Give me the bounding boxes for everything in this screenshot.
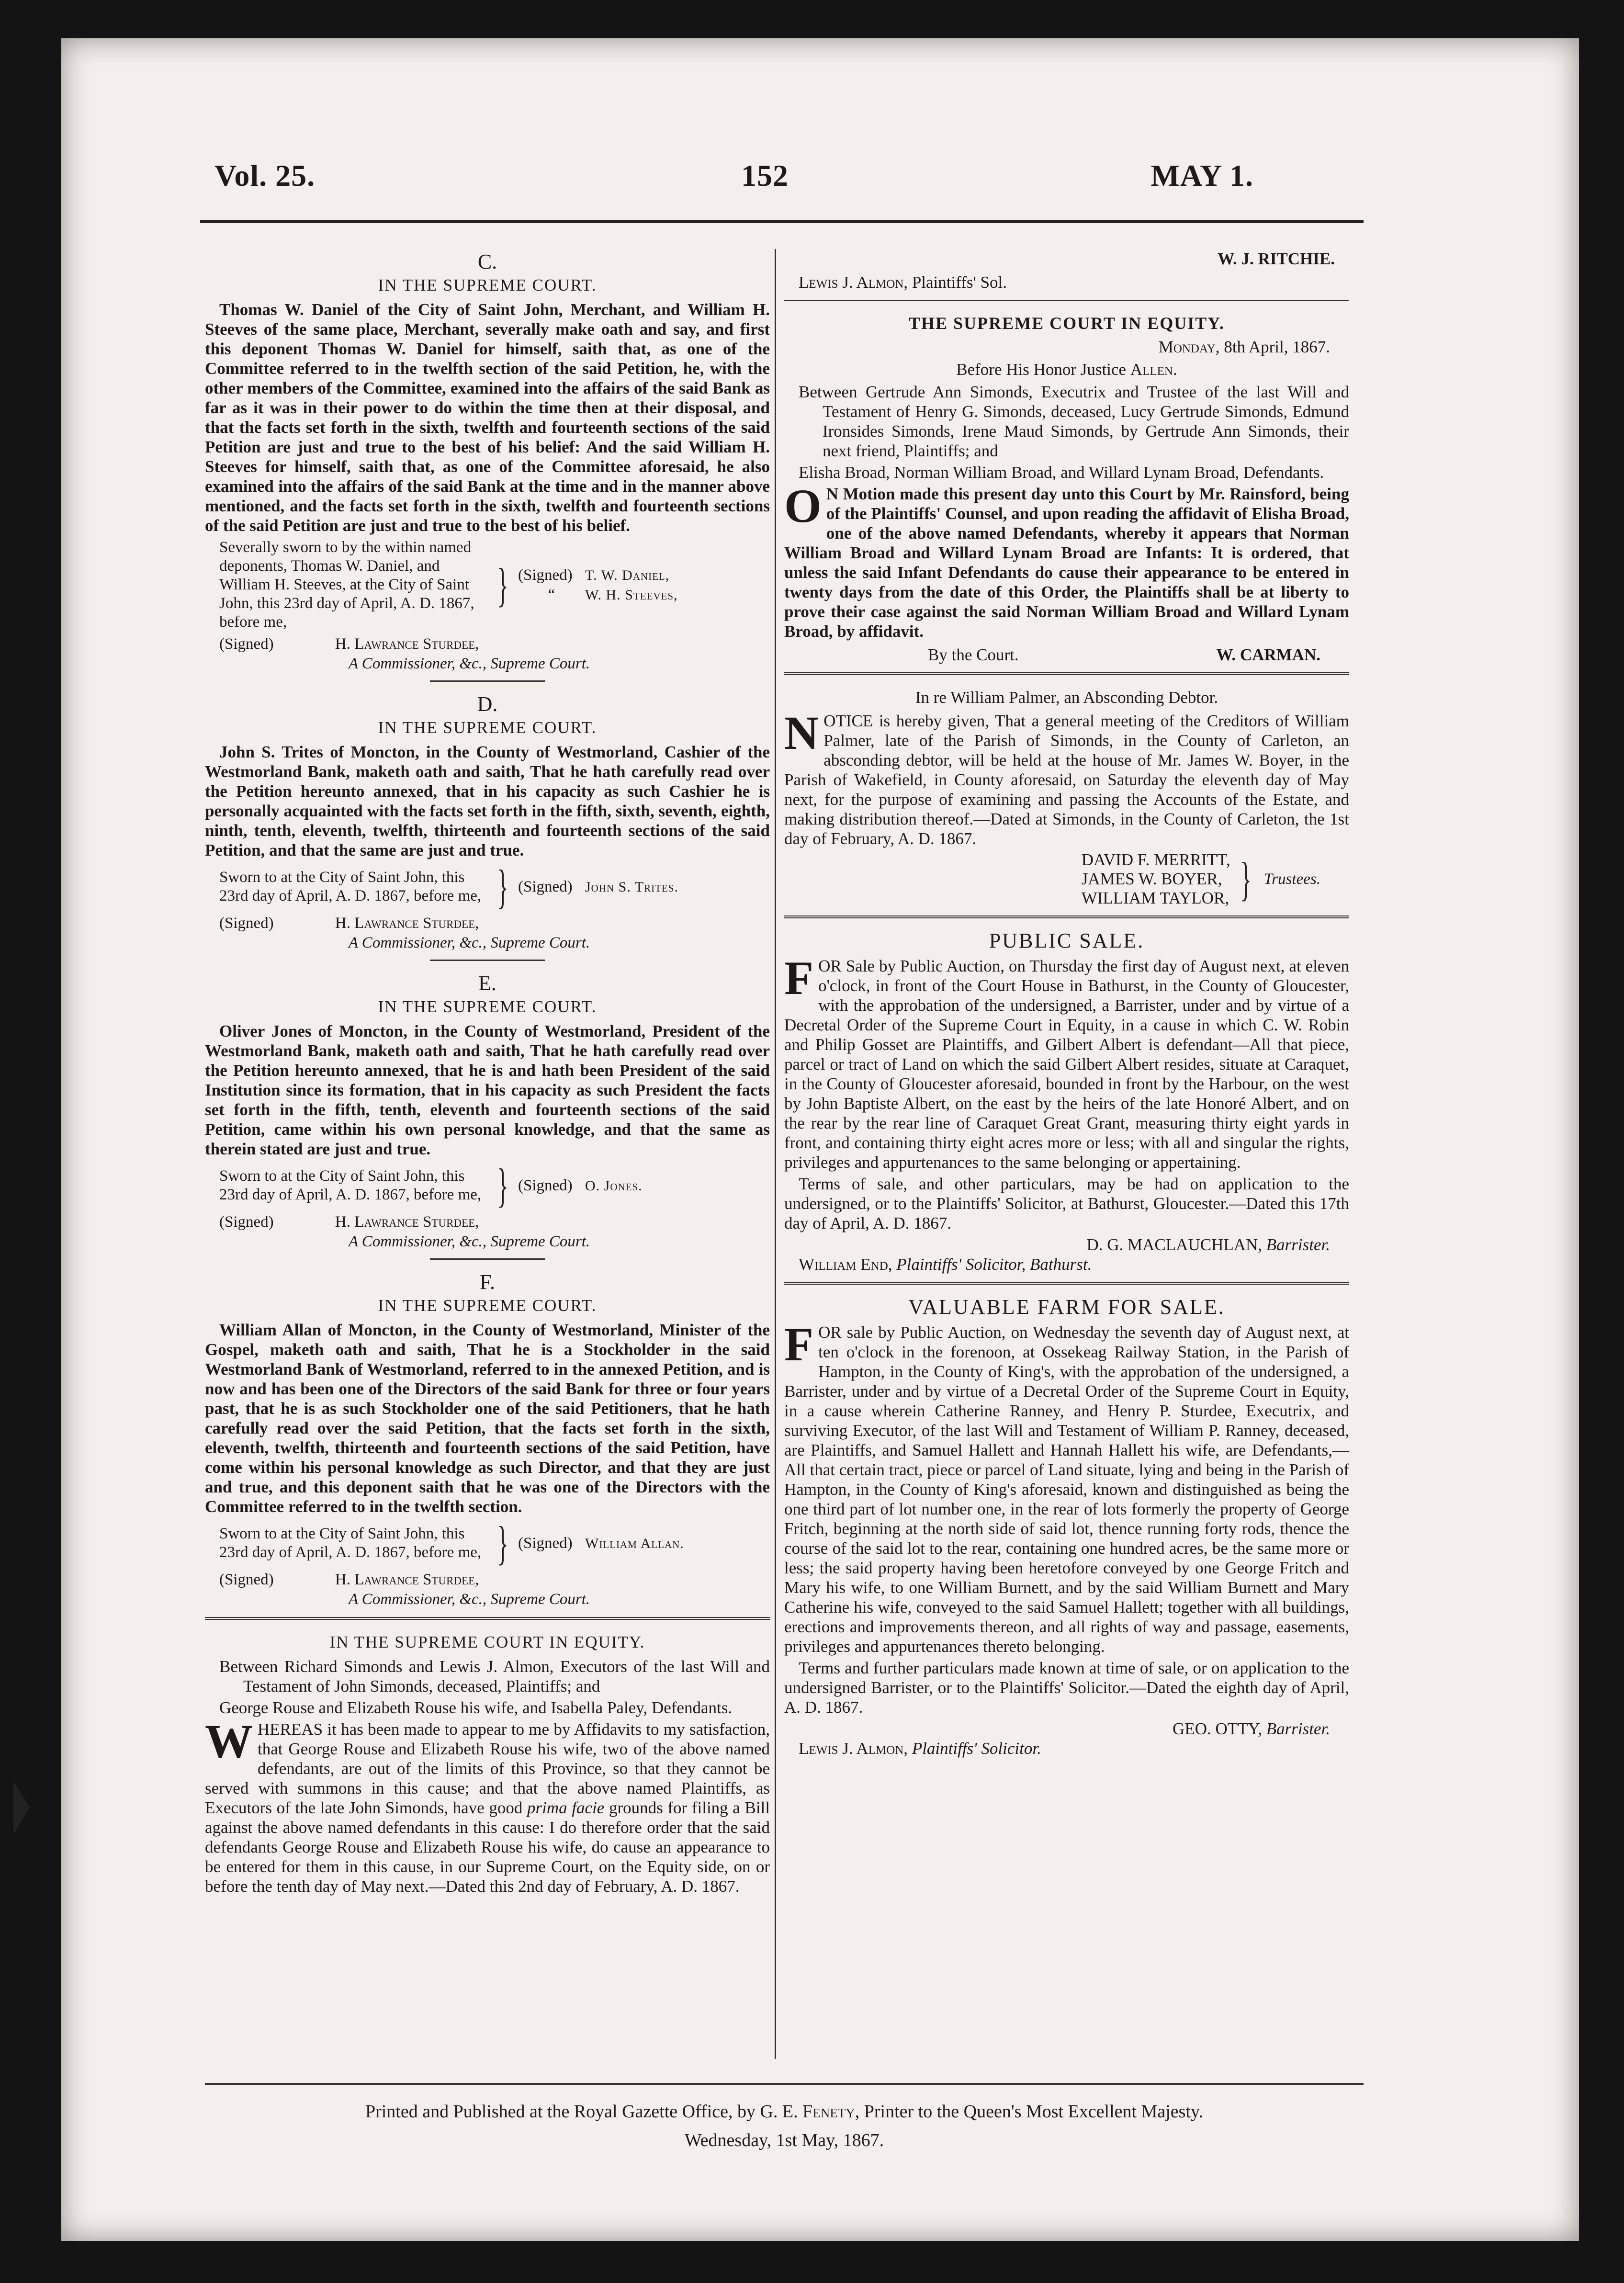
signed-label: (Signed) [219,915,274,932]
section-letter: C. [477,250,497,273]
parties-defendants: Elisha Broad, Norman William Broad, and Willard Lynam Broad, Defendants. [799,463,1324,482]
order-text: WHEREAS it has been made to appear to me by Affidavits to my satisfaction, that George Rouse and Elizabeth Rouse his wife, two of the above named defendants, are out of the limits of this Province, so that they cannot be served with summons in this cause; and that the above named Plaintiffs, as Executors of the late John Simonds, have good prima facie grounds for filing a Bill against the above named defendants in this cause: I do therefore order that the said defendants George Rouse and Elizabeth Rouse his wife, do cause an appearance to be entered for them in this cause, in our Supreme Court, on the Equity side, on or before the tenth day of May next.—Dated this 2nd day of February, A. D. 1867. [205,1715,770,1896]
sworn-block [219,538,770,632]
commissioner-block [219,1570,770,1609]
commissioner-block [219,914,770,953]
trustee-name: WILLIAM TAYLOR, [1081,889,1229,907]
commissioner-role: A Commissioner, &c., Supreme Court. [349,655,590,672]
left-column [205,249,770,1909]
commissioner-name: H. Lawrance Sturdee, [335,635,479,653]
column-divider [775,249,776,2059]
drop-cap: W [205,1715,253,1768]
sworn-block [219,1159,770,1212]
commissioner-block [219,634,770,674]
printer-name: Fenety, [802,2102,860,2122]
order-text: O N Motion made this present day unto this Court by Mr. Rainsford, being of the Plaintiffs' Counsel, and upon reading the affidavit of Elisha Broad, one of the above named Defendants, whereby it appears that Norman William Broad and Willard Lynam Broad are Infants: It is ordered, that unless the said Infant Defendants do cause their appearance to be entered in twenty days from the date of this Order, the Plaintiffs shall be at liberty to prove their case against the said Norman William Broad and Willard Lynam Broad, by affidavit. [784,479,1349,641]
trustee-name: JAMES W. BOYER, [1081,870,1222,888]
trustees-block [784,850,1320,908]
sworn-text: Sworn to at the City of Saint John, this 23rd day of April, A. D. 1867, before me, [219,869,482,904]
commissioner-role: A Commissioner, &c., Supreme Court. [349,934,590,951]
drop-cap: F [784,1318,814,1371]
affidavit-text: Oliver Jones of Moncton, in the County of Westmorland, President of the Westmorland Bank, maketh oath and saith, That he hath carefully read over the Petition hereunto annexed, that he is and hath been President of the said Institution since its formation, that in his capacity as such President the facts set forth in the fifth, tenth, eleventh and fourteenth sections of the said Petition, came within his own personal knowledge, and that the same as therein stated are just and true. [205,1022,770,1158]
court-heading: IN THE SUPREME COURT. [378,718,597,737]
footer-rule [205,2083,1364,2085]
terms-text: Terms and further particulars made known at time of sale, or on application to the undersigned Barrister, or to the Plaintiffs' Solicitor.—Dated the eighth day of April, A. D. 1867. [784,1659,1349,1717]
court-heading: IN THE SUPREME COURT. [378,997,597,1016]
imprint-line: Printed and Published at the Royal Gazette Office, by G. E. Fenety, Printer to the Queen's Most Excellent Majesty. [365,2102,1204,2122]
farm-sale-notice [784,1297,1349,1758]
brace-icon: } [1240,852,1252,905]
barrister-name: GEO. OTTY, [1173,1719,1263,1738]
trustee-name: DAVID F. MERRITT, [1081,850,1230,869]
notice-title: PUBLIC SALE. [989,929,1145,952]
page-header [61,158,1579,235]
drop-cap: O [784,479,822,532]
equity-notice-broad [784,314,1349,675]
affidavit-c [205,252,770,682]
commissioner-name: H. Lawrance Sturdee, [335,1213,479,1231]
notice-text: FOR sale by Public Auction, on Wednesday the seventh day of August next, at ten o'clock in the forenoon, at Ossekeag Railway Station, in the Parish of Hampton, in the County of King's, with the approbation of the undersigned, a Barrister, under and by virtue of a Decretal Order of the Supreme Court in Equity, in a cause wherein Catherine Ranney, and Henry P. Sturdee, Executrix, and surviving Executor, of the last Will and Testament of William P. Ranney, deceased, are Plaintiffs, and Samuel Hallett and Hannah Hallett his wife, are Defendants,—All that certain tract, piece or parcel of Land situate, lying and being in the Parish of Hampton, in the County of King's aforesaid, known and distinguished as being the one third part of lot number one, in the rear of lots formerly the property of George Fritch, beginning at the north side of said lot, thence running forty rods, thence the course of the said lot to the rear, containing one hundred acres, be the same more or less; the said property having been heretofore conveyed by one George Fritch and Mary his wife, to one William Burnett, and by the said William Burnett and Mary Catherine his wife, conveyed to the said Samuel Hallett; together with all buildings, erections and improvements thereon, and all rights of way and passage, easements, privileges and appurtenances thereto belonging. [784,1318,1349,1656]
brace-icon: } [497,1516,508,1570]
commissioner-role: A Commissioner, &c., Supreme Court. [349,1591,590,1608]
section-letter: F. [480,1270,495,1294]
barrister-role: Barrister. [1266,1719,1330,1738]
solicitor-name: Lewis J. Almon, [799,1739,908,1758]
affidavit-text: Thomas W. Daniel of the City of Saint John, Merchant, and William H. Steeves of the same place, Merchant, severally make oath and say, and first this deponent Thomas W. Daniel for himself, saith that, as one of the Committee referred to in the twelfth section of the said Petition, he, with the other members of the Committee, examined into the affairs of the said Bank as far as it was in their power to do within the time then at their disposal, and that the facts set forth in the sixth, twelfth and fourteenth sections of the said Petition are just and true to the best of his belief: And the said William H. Steeves for himself, saith that, as one of the Committee aforesaid, he also examined into the affairs of the said Bank at the time and in the manner above mentioned, and the facts set forth in the sixth, twelfth and fourteenth sections of the said Petition are just and true to the best of his belief. [205,300,770,535]
commissioner-block [219,1212,770,1252]
page-number: 152 [741,158,789,192]
sworn-text: Sworn to at the City of Saint John, this 23rd day of April, A. D. 1867, before me, [219,1525,482,1561]
volume-label: Vol. 25. [214,158,316,192]
signer-name: O. Jones. [585,1177,643,1194]
barrister-name: D. G. MACLAUCHLAN, [1086,1235,1263,1254]
affidavit-f [205,1272,770,1620]
margin-arrow-icon [13,1781,30,1834]
signed-label: (Signed) [219,1571,274,1588]
clerk-name: W. CARMAN. [1216,645,1320,664]
parties-defendants: George Rouse and Elizabeth Rouse his wife, and Isabella Paley, Defendants. [219,1698,733,1717]
signed-label: (Signed) [518,1176,573,1194]
solicitor-name: Lewis J. Almon, [799,273,908,292]
section-letter: D. [477,692,498,716]
sworn-text: Sworn to at the City of Saint John, this 23rd day of April, A. D. 1867, before me, [219,1167,482,1203]
barrister-role: Barrister. [1266,1235,1330,1254]
brace-icon: } [497,860,508,913]
solicitor-role: Plaintiffs' Solicitor. [912,1739,1041,1758]
sworn-block [219,1516,770,1570]
court-heading: THE SUPREME COURT IN EQUITY. [909,314,1225,333]
sworn-text: Severally sworn to by the within named deponents, Thomas W. Daniel, and William H. Steeves, at the City of Saint John, this 23rd day of April, A. D. 1867, before me, [219,539,474,631]
section-divider [205,1617,770,1620]
notice-text: NOTICE is hereby given, That a general meeting of the Creditors of William Palmer, late of the Parish of Simonds, in the County of Carleton, an absconding debtor, will be held at the house of Mr. James W. Boyer, in the Parish of Wakefield, in County aforesaid, on Saturday the eleventh day of May next, for the purpose of examining and passing the Accounts of the Estate, and making distribution thereof.—Dated at Simonds, in the County of Carleton, the 1st day of February, A. D. 1867. [784,706,1349,848]
signer-name: W. H. Steeves, [585,587,678,603]
issue-date: MAY 1. [1150,158,1253,192]
parties-plaintiffs: Between Gertrude Ann Simonds, Executrix and Trustee of the last Will and Testament of Henry G. Simonds, deceased, Lucy Gertrude Simonds, Edmund Ironsides Simonds, Irene Maud Simonds, by Gertrude Ann Simonds, their next friend, Plaintiffs; and [799,383,1349,460]
signed-label: (Signed) [518,566,573,584]
before-justice: Before His Honor Justice Allen. [956,360,1177,379]
brace-icon: } [497,558,508,611]
equity-notice-signature [784,249,1349,301]
header-rule [200,220,1364,223]
section-divider [430,1258,545,1260]
notice-text: FOR Sale by Public Auction, on Thursday the first day of August next, at eleven o'clock, in front of the Court House in Bathurst, in the County of Gloucester, with the approbation of the undersigned, a Barrister, under and by virtue of a Decretal Order of the Supreme Court in Equity, in a cause in which C. W. Robin and Philip Gosset are Plaintiffs, and Gilbert Albert is defendant—All that piece, parcel or tract of Land on which the said Gilbert Albert resides, situate at Caraquet, in the County of Gloucester aforesaid, bounded in front by the Harbour, on the west by John Baptiste Albert, on the east by the heirs of the late Honoré Albert, and on the rear by the rear line of Caraquet Great Grant, measuring thirty eight yards in front, and containing thirty eight acres more or less; with all and singular the rights, privileges and appurtenances to the same belonging or appertaining. [784,951,1349,1172]
court-heading: IN THE SUPREME COURT. [378,276,597,294]
commissioner-name: H. Lawrance Sturdee, [335,1571,479,1588]
section-divider [430,960,545,961]
signed-label: (Signed) [518,878,573,895]
section-divider [784,300,1349,301]
sworn-block [219,860,770,913]
judge-name: W. J. RITCHIE. [1218,249,1335,268]
signer-name: T. W. Daniel, [585,567,670,583]
signed-label: (Signed) [518,1534,573,1552]
court-heading: IN THE SUPREME COURT IN EQUITY. [329,1633,645,1651]
drop-cap: N [784,706,819,759]
parties-plaintiffs: Between Richard Simonds and Lewis J. Almon, Executors of the last Will and Testament of John Simonds, deceased, Plaintiffs; and [219,1657,770,1695]
public-sale-notice [784,931,1349,1285]
equity-notice-simonds [205,1632,770,1896]
court-heading: IN THE SUPREME COURT. [378,1296,597,1315]
section-letter: E. [478,972,496,995]
commissioner-name: H. Lawrance Sturdee, [335,915,479,932]
trustees-label: Trustees. [1263,870,1320,888]
affidavit-text: John S. Trites of Moncton, in the County of Westmorland, Cashier of the Westmorland Bank, maketh oath and saith, That he hath carefully read over the Petition hereunto annexed, that in his capacity as such Cashier he is personally acquainted with the facts set forth in the fifth, sixth, seventh, eighth, ninth, tenth, eleventh, twelfth, thirteenth and fourteenth sections of the said Petition, and that the same are just and true. [205,743,770,859]
commissioner-role: A Commissioner, &c., Supreme Court. [349,1233,590,1250]
right-column [784,249,1349,1771]
absconding-debtor-notice [784,688,1349,918]
signer-name: William Allan. [585,1535,684,1551]
notice-title: VALUABLE FARM FOR SALE. [908,1295,1225,1319]
notice-heading: In re William Palmer, an Absconding Debtor. [915,688,1218,707]
section-divider [784,1282,1349,1285]
section-divider [784,672,1349,675]
signer-name: John S. Trites. [585,879,678,895]
terms-text: Terms of sale, and other particulars, may be had on application to the undersigned, or to the Plaintiffs' Solicitor, at Bathurst, Gloucester.—Dated this 17th day of April, A. D. 1867. [784,1175,1349,1232]
order-date: Monday, 8th April, 1867. [1158,338,1330,356]
by-the-court: By the Court. [928,645,1019,664]
affidavit-text: William Allan of Moncton, in the County of Westmorland, Minister of the Gospel, maketh oath and saith, That he is a Stockholder in the said Westmorland Bank of Westmorland, referred to in the annexed Petition, and is now and has been one of the Directors of the said Bank for three or four years past, that he is as such Stockholder one of the said Petitioners, that he hath carefully read over the said Petition, that the facts set forth in the sixth, eleventh, twelfth, thirteenth and fourteenth sections of the said Petition, have come within his personal knowledge as such Director, and that they are just and true, and this deponent saith that he was one of the Directors with the Committee referred to in the twelfth section. [205,1321,770,1516]
solicitor-role: Plaintiffs' Sol. [912,273,1007,292]
signed-label: (Signed) [219,635,274,653]
section-divider [430,680,545,682]
affidavit-d [205,694,770,961]
solicitor-role: Plaintiffs' Solicitor, Bathurst. [896,1255,1092,1274]
signed-label: (Signed) [219,1213,274,1231]
affidavit-e [205,973,770,1260]
brace-icon: } [497,1159,508,1212]
gazette-page [61,38,1579,2241]
solicitor-name: William End, [799,1255,892,1274]
ditto-mark: “ [548,586,555,603]
page-footer [205,2097,1364,2155]
section-divider [784,915,1349,918]
publication-date: Wednesday, 1st May, 1867. [684,2130,884,2150]
drop-cap: F [784,951,814,1005]
